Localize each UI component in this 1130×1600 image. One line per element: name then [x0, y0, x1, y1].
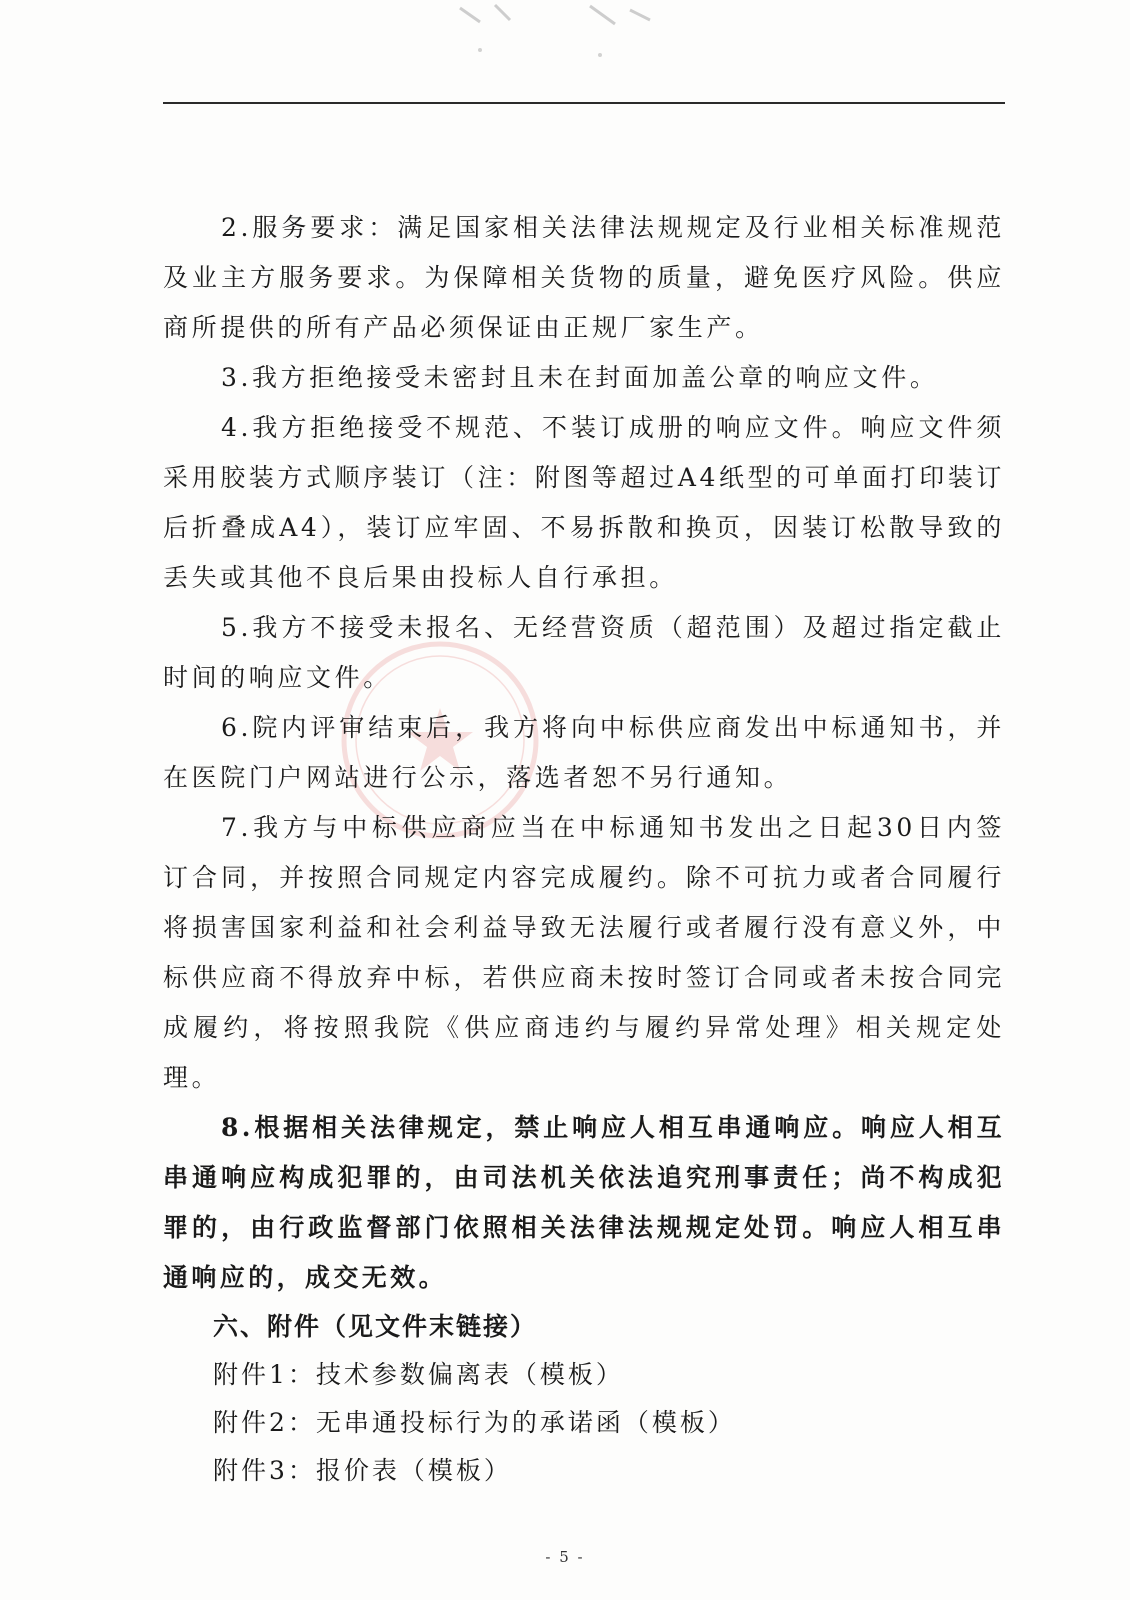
paragraph-contract-signing: 7.我方与中标供应商应当在中标通知书发出之日起30日内签订合同，并按照合同规定内容完成履约。除不可抗力或者合同履行将损害国家利益和社会利益导致无法履行或者履行没有意义外，中标供应商不得放弃中标，若供应商未按时签订合同或者未按合同完成履约，将按照我院《供应商违约与履约异常处理》相关规定处理。 [163, 813, 1005, 1092]
header-rule [163, 102, 1005, 104]
paragraph-award-notice: 6.院内评审结束后，我方将向中标供应商发出中标通知书，并在医院门户网站进行公示，落选者恕不另行通知。 [163, 713, 1005, 792]
attachment-item: 附件1：技术参数偏离表（模板） [213, 1360, 624, 1389]
attachment-item: 附件3：报价表（模板） [213, 1456, 512, 1485]
scan-artifact [440, 0, 680, 70]
paragraph-service-requirements: 2.服务要求：满足国家相关法律法规规定及行业相关标准规范及业主方服务要求。为保障相关货物的质量，避免医疗风险。供应商所提供的所有产品必须保证由正规厂家生产。 [163, 213, 1005, 342]
section-heading-attachments: 六、附件（见文件末链接） [213, 1312, 538, 1341]
paragraph-sealed-response: 3.我方拒绝接受未密封且未在封面加盖公章的响应文件。 [221, 363, 939, 392]
document-body [163, 203, 1005, 1495]
paragraph-collusion-prohibition: 8.根据相关法律规定，禁止响应人相互串通响应。响应人相互串通响应构成犯罪的，由司法机关依法追究刑事责任；尚不构成犯罪的，由行政监督部门依照相关法律法规规定处罚。响应人相互串通响应的，成交无效。 [163, 1113, 1005, 1292]
page-number: - 5 - [545, 1548, 585, 1566]
attachment-item: 附件2：无串通投标行为的承诺函（模板） [213, 1408, 736, 1437]
paragraph-registration-qualification: 5.我方不接受未报名、无经营资质（超范围）及超过指定截止时间的响应文件。 [163, 613, 1005, 692]
paragraph-binding-requirements: 4.我方拒绝接受不规范、不装订成册的响应文件。响应文件须采用胶装方式顺序装订（注：附图等超过A4纸型的可单面打印装订后折叠成A4），装订应牢固、不易拆散和换页，因装订松散导致的丢失或其他不良后果由投标人自行承担。 [163, 413, 1005, 592]
